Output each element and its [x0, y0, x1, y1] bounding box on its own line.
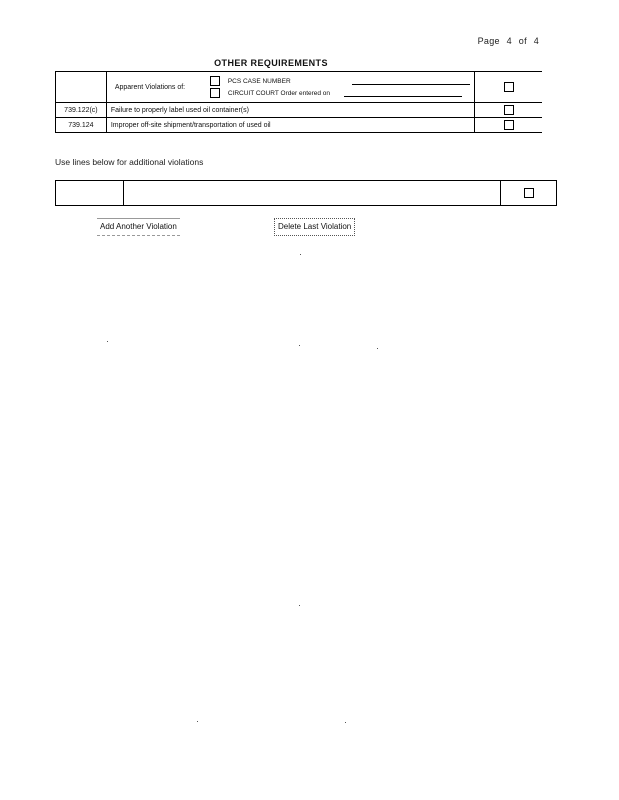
check-cell [501, 181, 556, 205]
scan-speck [345, 722, 346, 723]
table-row [56, 103, 543, 118]
table-row-apparent [56, 72, 543, 103]
add-violation-button[interactable]: Add Another Violation [97, 218, 180, 236]
check-cell [475, 72, 542, 103]
delete-violation-button[interactable]: Delete Last Violation [274, 218, 355, 236]
table-row [56, 118, 543, 133]
circuit-court-label: CIRCUIT COURT Order entered on [227, 89, 331, 97]
page-indicator [474, 36, 539, 46]
page-prefix: Page [477, 36, 500, 46]
pcs-checkbox[interactable] [210, 76, 220, 86]
code-cell-empty [56, 72, 107, 103]
check-cell [475, 118, 542, 133]
pcs-case-number-field[interactable] [352, 77, 470, 85]
page-total: 4 [533, 36, 539, 46]
page-current: 4 [506, 36, 512, 46]
additional-violations-label: Use lines below for additional violations [55, 157, 204, 167]
requirements-table [55, 71, 542, 133]
circuit-court-date-field[interactable] [344, 89, 462, 97]
violation-code: 739.122(c) [56, 103, 107, 118]
violation-checkbox[interactable] [504, 120, 514, 130]
violation-checkbox[interactable] [504, 105, 514, 115]
circuit-court-option [210, 88, 470, 98]
additional-violation-checkbox[interactable] [524, 188, 534, 198]
additional-description-field[interactable] [124, 181, 501, 205]
additional-violation-row [55, 180, 557, 206]
scan-speck [377, 348, 378, 349]
pcs-label: PCS CASE NUMBER [227, 77, 291, 85]
apparent-violations-cell [106, 72, 474, 103]
apparent-violation-checkbox[interactable] [504, 82, 514, 92]
scan-speck [107, 341, 108, 342]
violation-description: Failure to properly label used oil container(s) [106, 103, 474, 118]
apparent-label: Apparent Violations of: [114, 83, 186, 91]
circuit-court-checkbox[interactable] [210, 88, 220, 98]
additional-code-field[interactable] [56, 181, 124, 205]
violation-description: Improper off-site shipment/transportation of used oil [106, 118, 474, 133]
scan-speck [197, 721, 198, 722]
violation-code: 739.124 [56, 118, 107, 133]
check-cell [475, 103, 542, 118]
scan-speck [300, 254, 301, 255]
pcs-option [210, 76, 470, 86]
page-of: of [518, 36, 527, 46]
scan-speck [299, 345, 300, 346]
scan-speck [299, 605, 300, 606]
section-title: OTHER REQUIREMENTS [214, 58, 328, 68]
